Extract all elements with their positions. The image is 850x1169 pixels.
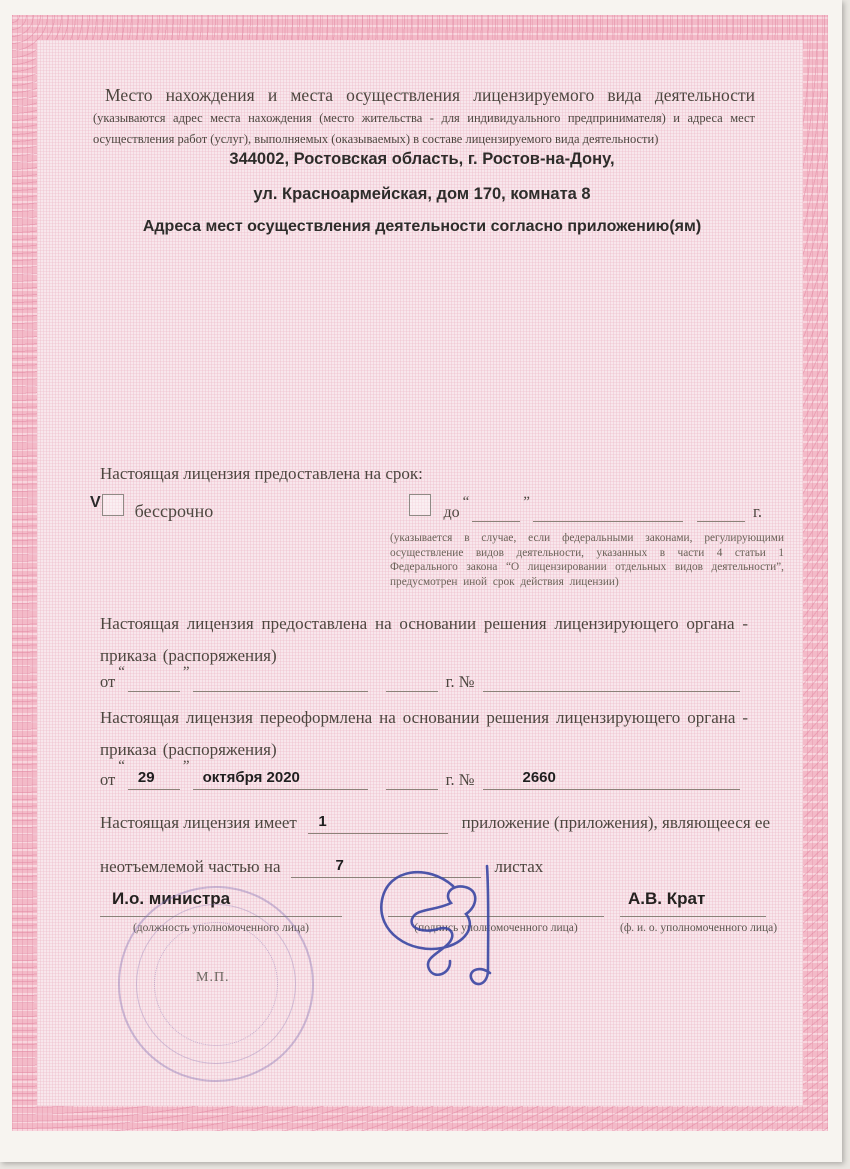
- attachments-part2: приложение (приложения), являющееся ее: [461, 813, 770, 832]
- perpetual-checkbox: [102, 494, 124, 516]
- granted-year-blank: [386, 667, 438, 692]
- close-quote: ”: [182, 664, 190, 680]
- reissued-row: [100, 758, 740, 790]
- granted-from: от: [100, 672, 116, 691]
- attachments-line-1: [100, 802, 770, 834]
- check-mark: V: [90, 494, 101, 511]
- open-quote: “: [462, 494, 470, 510]
- attachments-count-blank: [308, 807, 448, 834]
- term-note: (указывается в случае, если федеральными законами, регулирующими осуществление видов деятельности, указанных в части 4 статьи 1 Федерального закона “О лицензировании отдельных видов деятельности”, предусмотрен иной срок действия лицензии): [390, 532, 784, 589]
- address-line-2: ул. Красноармейская, дом 170, комната 8: [253, 185, 591, 203]
- granted-day-blank: [128, 667, 180, 692]
- attachments-part3: неотъемлемой частью на: [100, 857, 281, 876]
- granted-year-no: г. №: [445, 672, 475, 691]
- until-month-blank: [533, 499, 683, 522]
- name-caption: (ф. и. о. уполномоченного лица): [620, 922, 778, 934]
- address-line-3: Адреса мест осуществления деятельности согласно приложению(ям): [142, 218, 702, 235]
- reissued-from: от: [100, 770, 116, 789]
- until-label: до: [443, 504, 460, 521]
- signer-name: А.В. Крат: [628, 889, 706, 908]
- reissued-month-value: октября 2020: [202, 769, 300, 786]
- signature-caption: (подпись уполномоченного лица): [414, 922, 578, 934]
- until-day-blank: [472, 499, 520, 522]
- position-caption: (должность уполномоченного лица): [132, 922, 310, 934]
- reissued-number-value: 2660: [522, 769, 556, 786]
- attachments-count-value: 1: [318, 813, 327, 830]
- reissued-month-blank: [193, 765, 368, 790]
- granted-month-blank: [193, 667, 368, 692]
- handwritten-signature: [358, 856, 543, 1021]
- reissued-year-no: г. №: [445, 770, 475, 789]
- attachments-sheets-value: 7: [335, 857, 344, 874]
- attachments-part4: листах: [494, 857, 544, 876]
- granted-text: Настоящая лицензия предоставлена на основании решения лицензирующего органа - приказа (распоряжения): [100, 614, 748, 666]
- until-year-suffix: г.: [752, 502, 762, 521]
- term-label: Настоящая лицензия предоставлена на срок:: [100, 464, 423, 483]
- close-quote: ”: [523, 494, 530, 510]
- address-line-1: 344002, Ростовская область, г. Ростов-на-Дону,: [229, 150, 615, 168]
- reissued-day-blank: [128, 765, 180, 790]
- granted-row: [100, 664, 740, 692]
- granted-number-blank: [483, 667, 741, 692]
- seal-place-label: М.П.: [196, 970, 230, 985]
- signer-position: И.о. министра: [112, 889, 231, 908]
- perpetual-label: бессрочно: [134, 501, 214, 521]
- location-intro-note: (указываются адрес места нахождения (место жительства - для индивидуального предпринимателя) и адреса мест осуществления работ (услуг), выполняемых (оказываемых) в составе лицензируемого вида деятельности): [93, 111, 755, 147]
- reissued-text: Настоящая лицензия переоформлена на основании решения лицензирующего органа - приказа (распоряжения): [100, 708, 748, 760]
- attachments-part1: Настоящая лицензия имеет: [100, 813, 297, 832]
- term-row: [90, 494, 762, 522]
- open-quote: “: [118, 758, 125, 774]
- until-checkbox: [409, 494, 431, 516]
- reissued-year-blank: [386, 765, 438, 790]
- location-intro-main: Место нахождения и места осуществления лицензируемого вида деятельности: [105, 85, 755, 105]
- close-quote: ”: [182, 758, 190, 774]
- open-quote: “: [118, 664, 125, 680]
- name-line: [620, 916, 766, 917]
- reissued-day-value: 29: [137, 769, 155, 786]
- until-year-blank: [697, 499, 745, 522]
- reissued-number-blank: [483, 765, 741, 790]
- location-intro: [93, 84, 755, 149]
